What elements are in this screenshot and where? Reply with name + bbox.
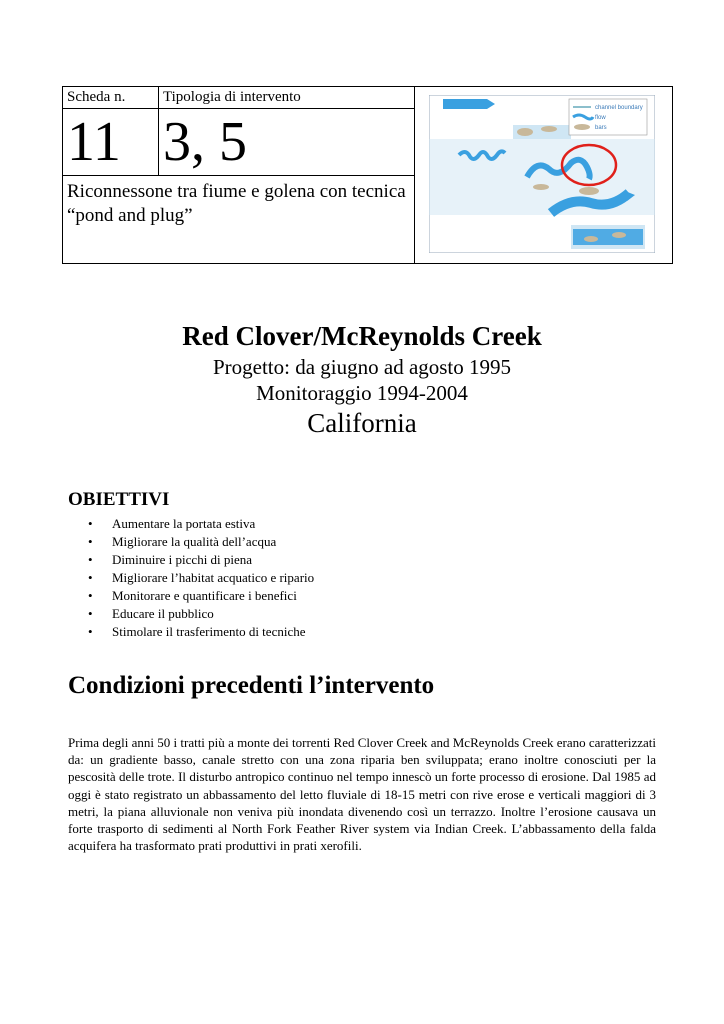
list-item: • Diminuire i picchi di piena bbox=[88, 552, 253, 567]
bullet-icon: • bbox=[88, 534, 93, 549]
location: California bbox=[307, 408, 417, 438]
objectives-list bbox=[68, 515, 314, 641]
list-item: • Educare il pubblico bbox=[88, 606, 214, 621]
scheda-number: 11 bbox=[63, 109, 159, 176]
project-period: Progetto: da giugno ad agosto 1995 bbox=[212, 355, 512, 379]
page-title: Red Clover/McReynolds Creek bbox=[182, 321, 542, 351]
bullet-icon: • bbox=[88, 552, 93, 567]
bullet-icon: • bbox=[88, 606, 93, 621]
bullet-icon: • bbox=[88, 624, 93, 639]
bullet-icon: • bbox=[88, 516, 93, 531]
list-item: • Aumentare la portata estiva bbox=[88, 516, 256, 531]
conditions-heading: Condizioni precedenti l’intervento bbox=[68, 672, 435, 699]
header-table bbox=[62, 86, 673, 264]
bullet-icon: • bbox=[88, 588, 93, 603]
list-item: • Stimolare il trasferimento di tecniche bbox=[88, 624, 306, 639]
scheda-label: Scheda n. bbox=[63, 87, 159, 109]
title-block bbox=[0, 318, 724, 440]
diagram-cell bbox=[415, 87, 673, 264]
river-diagram-image bbox=[429, 95, 655, 253]
monitoring-period: Monitoraggio 1994-2004 bbox=[256, 381, 468, 405]
list-item: • Monitorare e quantificare i benefici bbox=[88, 588, 297, 603]
list-item: • Migliorare la qualità dell’acqua bbox=[88, 534, 277, 549]
tipologia-value: 3, 5 bbox=[159, 109, 415, 176]
legend-bars: bars bbox=[595, 125, 607, 131]
objectives-heading: OBIETTIVI bbox=[68, 489, 170, 510]
tipologia-label: Tipologia di intervento bbox=[159, 87, 415, 109]
legend-flow: flow bbox=[595, 115, 606, 121]
conditions-paragraph: Prima degli anni 50 i tratti più a monte dei torrenti Red Clover Creek and McReynolds Creek erano caratterizzati da: un gradiente basso, canale stretto con una zona riparia ben sviluppata; erano inoltre conosciuti per la pescosità delle trote. Il disturbo antropico continuo nel tempo innescò un forte processo di erosione. Dal 1985 ad oggi è stato registrato un abbassamento del letto fluviale di 18-15 metri con rive erose e verticali maggiori di 3 metri, la piana alluvionale non veniva più inondata divenendo così un terrazzo. Inoltre l’erosione causava un forte trasporto di sedimenti al North Fork Feather River system via Indian Creek. L’abbassamento della falda acquifera ha trasformato prati produttivi in prati xerofili. bbox=[68, 735, 656, 854]
list-item: • Migliorare l’habitat acquatico e ripario bbox=[88, 570, 315, 585]
bullet-icon: • bbox=[88, 570, 93, 585]
legend-channel-boundary: channel boundary bbox=[595, 105, 643, 111]
intervention-description: Riconnessone tra fiume e golena con tecnica “pond and plug” bbox=[63, 176, 415, 264]
